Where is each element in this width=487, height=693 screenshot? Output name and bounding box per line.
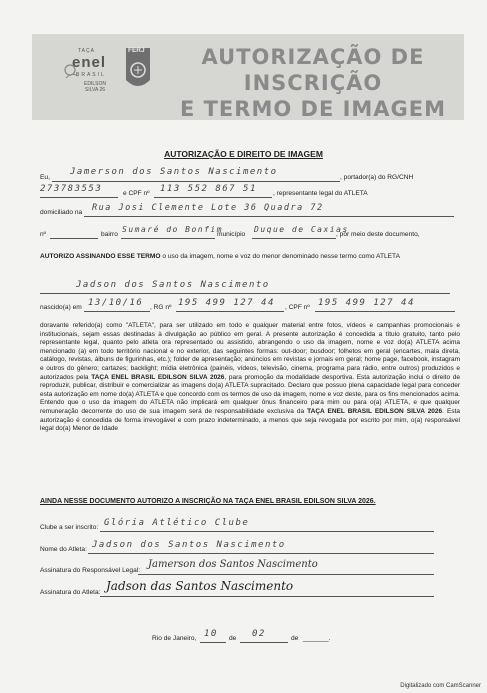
taca-small-label: TAÇA xyxy=(78,48,95,54)
paragraph-text-3: . Esta autorização é concedida de forma irrevogável e com prazo indeterminado, a menos que seja revogada por escrito por mim, o(a) responsável legal do(a) Menor de Idade xyxy=(40,407,460,433)
eu-label: Eu, xyxy=(40,174,50,181)
section-title-autorizacao: AUTORIZAÇÃO E DIREITO DE IMAGEM xyxy=(164,149,323,159)
paragraph-bold-2: TAÇA ENEL BRASIL EDILSON SILVA 2026 xyxy=(307,407,443,415)
domiciliado-value: Rua Josi Clemente Lote 36 Quadra 72 xyxy=(92,203,324,213)
meio-label: , por meio deste documento, xyxy=(336,231,420,238)
bairro-value: Sumaré do Bonfim xyxy=(122,225,224,234)
representante-label: , representante legal do ATLETA xyxy=(273,190,368,197)
ferj-label: FERJ xyxy=(128,47,145,54)
cpf-label: e CPF nº xyxy=(123,190,150,197)
municipio-value: Duque de Caxias xyxy=(254,225,349,234)
resp-sign-label: Assinatura do Responsável Legal: xyxy=(40,567,141,574)
rg2-label: , RG nº xyxy=(150,304,172,311)
cpf2-label: , CPF nº xyxy=(285,304,310,311)
clube-value: Glória Atlético Clube xyxy=(104,518,250,528)
authorization-paragraph xyxy=(40,322,460,434)
date-city: Rio de Janeiro, xyxy=(152,635,197,642)
nascido-value: 13/10/16 xyxy=(88,298,144,308)
title-line-1: AUTORIZAÇÃO DE INSCRIÇÃO xyxy=(201,45,425,95)
section-title-inscricao: AINDA NESSE DOCUMENTO AUTORIZO A INSCRIÇÃO NA TAÇA ENEL BRASIL EDILSON SILVA 2026. xyxy=(40,498,376,505)
autorizo-bold: AUTORIZO ASSINANDO ESSE TERMO xyxy=(40,253,161,260)
atleta-name-value: Jadson dos Santos Nascimento xyxy=(76,280,270,290)
numero-label: nº xyxy=(40,231,47,238)
atleta-signature: Jadson das Santos Nascimento xyxy=(106,579,294,593)
portador-label: , portador(a) do RG/CNH xyxy=(340,174,414,181)
title-line-2: E TERMO DE IMAGEM xyxy=(179,97,447,121)
bairro-label: bairro xyxy=(101,231,118,238)
paragraph-text-2: , para promoção da modalidade desportiva. Esta autorização inclui o direito de reproduzir, publicar, distribuir e comercializar as imagens do(a) ATLETA supracitado. Declaro que possuo plena capacidade legal para conceder esta autorização em nome do(a) ATLETA e que concordo com os termos de uso da imagem, nome e voz deste, para os fins mencionados acima. Entendo que o uso da imagem do ATLETA não implicará em qualquer ônus financeiro para mim ou para o(a) ATLETA, e que qualquer remuneração decorrente do uso de sua imagem será de responsabilidade exclusiva da xyxy=(40,373,460,415)
taca-enel-text: enel xyxy=(72,54,107,71)
date-year-blank: _______. xyxy=(303,635,331,642)
autorizo-line xyxy=(40,253,400,260)
domiciliado-label: domiciliado na xyxy=(40,209,83,216)
clube-label: Clube a ser inscrito: xyxy=(40,524,99,531)
date-day: 10 xyxy=(204,629,218,639)
taca-edilson-text: EDILSON SILVA 26 xyxy=(84,81,106,93)
atleta-value: Jadson dos Santos Nascimento xyxy=(92,540,286,550)
cpf-value: 113 552 867 51 xyxy=(160,184,257,194)
paragraph-text-1: doravante referido(a) como "ATLETA", para ser utilizado em todo e qualquer material entre fotos, vídeos e campanhas promocionais e institucionais, sejam essas destinadas à divulgação ao público em geral. A presente autorização é concedida a título gratuito, tanto pelo representante legal, quanto pelo atleta ora representado ou assistido, abrangendo o uso da imagem, nome e voz do(a) ATLETA acima mencionado (a) em todo território nacional e no exterior, das seguintes formas: out-door; busdoor; folhetos em geral (encartes, mala direta, catálogo, revistas, álbuns de figurinhas, etc.); folder de apresentação; anúncios em revistas e jornais em geral; home page, facebook, instagram e outros do gênero; cartazes; backlight; mídia eletrônica (painéis, vídeos, televisão, cinema, programa para rádio, entre outros) produzidos e autorizados pela xyxy=(40,322,460,381)
atleta-sign-label: Assinatura do Atleta: xyxy=(40,589,101,596)
taca-enel-logo xyxy=(62,48,114,104)
cpf2-value: 195 499 127 44 xyxy=(318,298,415,308)
date-de-1: de xyxy=(229,635,237,642)
page-title xyxy=(168,44,458,122)
rg-value: 273783553 xyxy=(40,184,103,194)
atleta-label: Nome do Atleta: xyxy=(40,546,87,553)
rg2-value: 195 499 127 44 xyxy=(178,298,275,308)
resp-signature: Jamerson dos Santos Nascimento xyxy=(148,559,318,570)
date-month: 02 xyxy=(252,629,266,639)
eu-value: Jamerson dos Santos Nascimento xyxy=(70,167,278,177)
municipio-label: município xyxy=(217,231,246,238)
paragraph-bold-1: TAÇA ENEL BRASIL EDILSON SILVA 2026 xyxy=(91,373,225,381)
autorizo-text: o uso da imagem, nome e voz do menor denominado nesse termo como ATLETA xyxy=(160,253,400,260)
camscanner-watermark: Digitalizado com CamScanner xyxy=(400,683,481,689)
nascido-label: nascido(a) em xyxy=(40,304,82,311)
ferj-logo xyxy=(124,46,152,96)
taca-brasil-text: BRASIL xyxy=(76,72,106,78)
date-de-2: de xyxy=(291,635,299,642)
